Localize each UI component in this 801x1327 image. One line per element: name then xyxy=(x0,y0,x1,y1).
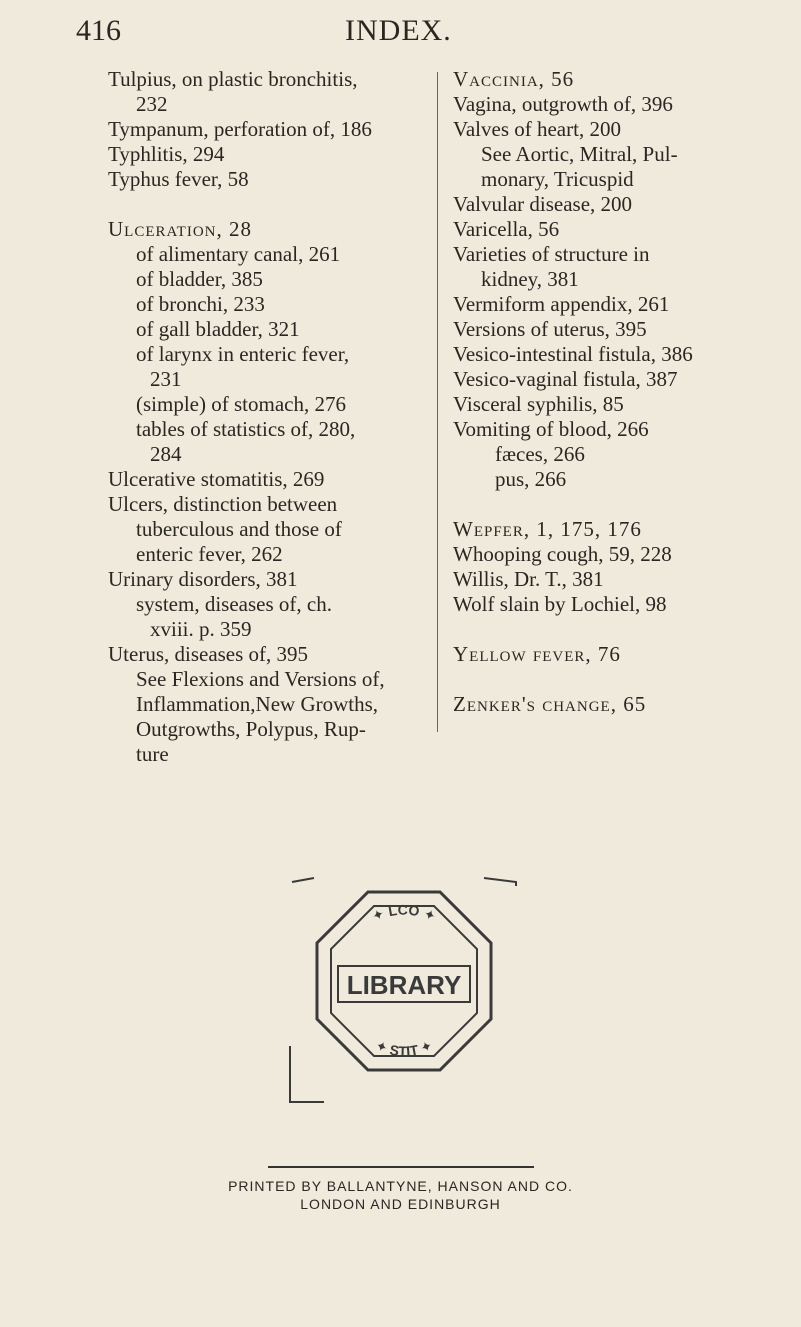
index-entry: of gall bladder, 321 xyxy=(136,317,300,341)
index-entry: Versions of uterus, 395 xyxy=(453,317,647,341)
spacer xyxy=(453,492,768,517)
index-entry: kidney, 381 xyxy=(481,267,579,291)
index-entry: 231 xyxy=(150,367,182,391)
index-entry: Typhlitis, 294 xyxy=(108,142,225,166)
index-entry: Vesico-intestinal fistula, 386 xyxy=(453,342,693,366)
index-entry: Vagina, outgrowth of, 396 xyxy=(453,92,673,116)
index-entry: Valves of heart, 200 xyxy=(453,117,621,141)
index-entry: of bronchi, 233 xyxy=(136,292,265,316)
index-entry: monary, Tricuspid xyxy=(481,167,634,191)
index-entry: Vesico-vaginal fistula, 387 xyxy=(453,367,678,391)
imprint-line-2: LONDON AND EDINBURGH xyxy=(300,1196,501,1212)
index-entry: Wepfer, 1, 175, 176 xyxy=(453,517,642,541)
index-entry: Tulpius, on plastic bronchitis, xyxy=(108,67,358,91)
index-column-right xyxy=(453,67,768,717)
index-entry: Typhus fever, 58 xyxy=(108,167,249,191)
index-entry: of bladder, 385 xyxy=(136,267,263,291)
index-entry: ture xyxy=(136,742,169,766)
index-entry: tuberculous and those of xyxy=(136,517,342,541)
index-entry: Whooping cough, 59, 228 xyxy=(453,542,672,566)
index-entry: See Aortic, Mitral, Pul- xyxy=(481,142,678,166)
index-entry: Yellow fever, 76 xyxy=(453,642,621,666)
index-entry: (simple) of stomach, 276 xyxy=(136,392,346,416)
index-entry: Vaccinia, 56 xyxy=(453,67,575,91)
index-entry: Ulcerative stomatitis, 269 xyxy=(108,467,325,491)
index-entry: system, diseases of, ch. xyxy=(136,592,332,616)
index-entry: pus, 266 xyxy=(495,467,567,491)
index-entry: Uterus, diseases of, 395 xyxy=(108,642,309,666)
svg-text:✦ LCO ✦: ✦ LCO ✦ xyxy=(369,901,439,925)
index-entry: enteric fever, 262 xyxy=(136,542,283,566)
index-entry: Outgrowths, Polypus, Rup- xyxy=(136,717,366,741)
index-entry: Ulceration, 28 xyxy=(108,217,252,241)
index-entry: Varieties of structure in xyxy=(453,242,650,266)
index-entry: of alimentary canal, 261 xyxy=(136,242,341,266)
spacer xyxy=(108,192,433,217)
index-column-left xyxy=(108,67,433,767)
index-entry: Ulcers, distinction between xyxy=(108,492,338,516)
page-number: 416 xyxy=(76,14,121,47)
imprint-line-1: PRINTED BY BALLANTYNE, HANSON AND CO. xyxy=(228,1178,573,1194)
footer-rule xyxy=(268,1166,534,1168)
svg-text:✦ STIT ✦: ✦ STIT ✦ xyxy=(373,1036,435,1060)
index-entry: 232 xyxy=(136,92,168,116)
index-entry: Willis, Dr. T., 381 xyxy=(453,567,604,591)
spacer xyxy=(453,617,768,642)
column-divider xyxy=(437,72,438,732)
index-entry: Wolf slain by Lochiel, 98 xyxy=(453,592,667,616)
spacer xyxy=(453,667,768,692)
index-entry: Inflammation,New Growths, xyxy=(136,692,379,716)
index-entry: Vomiting of blood, 266 xyxy=(453,417,649,441)
index-entry: 284 xyxy=(150,442,182,466)
seal-label: LIBRARY xyxy=(346,970,462,1000)
index-entry: Varicella, 56 xyxy=(453,217,560,241)
index-entry: tables of statistics of, 280, xyxy=(136,417,356,441)
library-seal xyxy=(284,866,524,1106)
index-entry: See Flexions and Versions of, xyxy=(136,667,385,691)
index-entry: Valvular disease, 200 xyxy=(453,192,633,216)
index-entry: of larynx in enteric fever, xyxy=(136,342,350,366)
index-entry: Visceral syphilis, 85 xyxy=(453,392,624,416)
index-entry: Zenker's change, 65 xyxy=(453,692,647,716)
index-entry: fæces, 266 xyxy=(495,442,585,466)
index-entry: Vermiform appendix, 261 xyxy=(453,292,670,316)
index-entry: xviii. p. 359 xyxy=(150,617,252,641)
index-entry: Tympanum, perforation of, 186 xyxy=(108,117,372,141)
index-entry: Urinary disorders, 381 xyxy=(108,567,298,591)
page-title: INDEX. xyxy=(345,14,452,47)
